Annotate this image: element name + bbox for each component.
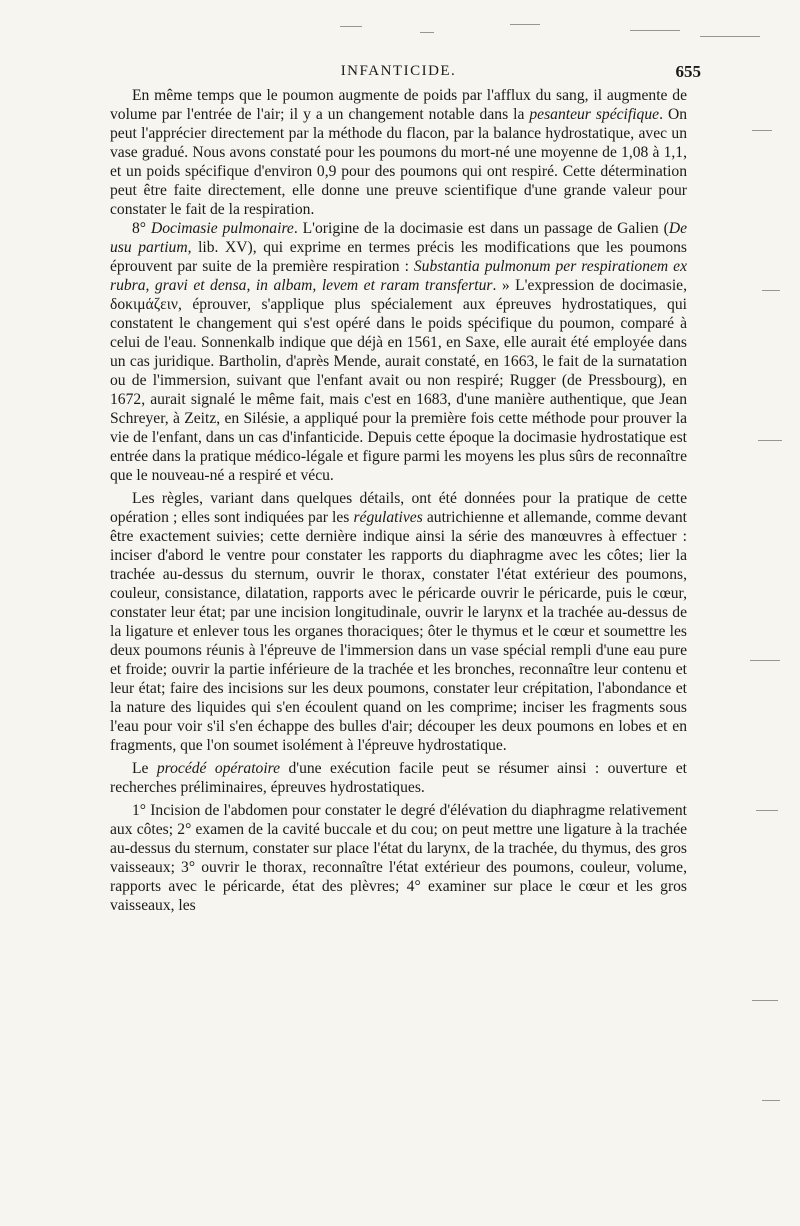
paragraph — [110, 489, 687, 755]
page-number: 655 — [675, 62, 701, 81]
paragraph — [110, 219, 687, 485]
text-segment: . » L'expression de docimasie, δοκιμάζειν, éprouver, s'applique plus spécialement aux épreuves hydrostatiques, qui constatent le changement qui s'est opéré dans le poids spécifique du poumon, comparé à celui de l'eau. Sonnenkalb indique que déjà en 1561, en Saxe, elle aurait été employée dans un cas juridique. Bartholin, d'après Mende, aurait constaté, en 1663, le fait de la surnatation ou de l'immersion, suivant que l'enfant avait ou non respiré; Rugger (de Pressbourg), en 1672, aurait signalé le même fait, mais c'est en 1683, d'une manière authentique, que Jean Schreyer, à Zeitz, en Silésie, a appliqué pour la première fois cette méthode pour prouver la vie de l'enfant, dans un cas d'infanticide. Depuis cette époque la docimasie hydrostatique est entrée dans la pratique médico-légale et figure parmi les moyens les plus sûrs de reconnaître que le nouveau-né a respiré et vécu. — [110, 277, 687, 484]
text-segment: d'une exécution facile peut se résumer ainsi : ouverture et recherches préliminaires, épreuves hydrostatiques. — [110, 760, 687, 796]
italic-text-segment: Docimasie pulmonaire — [150, 220, 294, 237]
text-segment: autrichienne et allemande, comme devant être exactement suivies; cette dernière indique ainsi la série des manœuvres à effectuer : inciser d'abord le ventre pour constater les rapports du diaphragme avec les côtes; lier la trachée au-dessus du sternum, ouvrir le thorax, constater l'état extérieur des poumons, couleur, consistance, dilatation, rapports avec le péricarde ouvrir le péricarde, puis le cœur, constater leur état; par une incision longitudinale, ouvrir le larynx et la trachée au-dessus de la ligature et enlever tous les organes thoraciques; ôter le thymus et le cœur et soumettre les deux poumons réunis à l'épreuve de l'immersion dans un vase spécial rempli d'une eau pure et froide; ouvrir la partie inférieure de la trachée et les bronches, reconnaître leur contenu et leur état; faire des incisions sur les deux poumons, constater leur crépitation, l'abondance et la nature des liquides qui s'en écoulent quand on les comprime; inciser les fragments sous l'eau pour voir s'il s'en échappe des bulles d'air; découper les deux poumons en lobes et en fragments, que l'on soumet isolément à l'épreuve hydrostatique. — [110, 509, 687, 754]
text-segment: 1° Incision de l'abdomen pour constater le degré d'élévation du diaphragme relativement aux côtes; 2° examen de la cavité buccale et du cou; on peut mettre une ligature à la trachée au-dessus du sternum, constater sur place l'état du larynx, de la trachée, du thymus, des gros vaisseaux; 3° ouvrir le thorax, reconnaître l'état extérieur des poumons, couleur, volume, rapports avec le péricarde, état des plèvres; 4° examiner sur place le cœur et les gros vaisseaux, les — [110, 802, 687, 914]
italic-text-segment: pesanteur spécifique — [529, 106, 660, 123]
page-header — [110, 58, 701, 84]
scan-noise-right — [722, 20, 792, 1200]
paragraph — [110, 759, 687, 797]
paragraph — [110, 801, 687, 915]
document-page — [110, 58, 701, 915]
paragraph — [110, 86, 687, 219]
italic-text-segment: Substantia pulmonum per respirationem ex rubra, gravi et densa, in albam, levem et raram transfertur — [110, 258, 687, 294]
text-segment: . On peut l'apprécier directement par la méthode du flacon, par la balance hydrostatique, avec un vase gradué. Nous avons constaté pour les poumons du mort-né une moyenne de 1,08 à 1,1, et un poids spécifique d'environ 0,9 pour des poumons qui ont respiré. Cette détermination peut être faite directement, elle donne une preuve scientifique d'une grande valeur pour constater le fait de la respiration. — [110, 106, 687, 218]
text-segment: En même temps que le poumon augmente de poids par l'afflux du sang, il augmente de volume par l'entrée de l'air; il y a un changement notable dans la — [110, 87, 687, 123]
italic-text-segment: procédé opératoire — [156, 760, 281, 777]
text-segment: Les règles, variant dans quelques détails, ont été données pour la pratique de cette opération ; elles sont indiquées par les — [110, 490, 687, 526]
text-segment: . L'origine de la docimasie est dans un passage de Galien ( — [293, 220, 669, 237]
italic-text-segment: régulatives — [353, 509, 423, 526]
text-segment: , lib. XV), qui exprime en termes précis les modifications que les poumons éprouvent par suite de la première respiration : — [110, 239, 687, 275]
text-segment: Le — [132, 760, 157, 777]
text-segment: 8° — [132, 220, 151, 237]
italic-text-segment: De usu partium — [110, 220, 687, 256]
running-title: INFANTICIDE. — [340, 63, 457, 79]
scan-noise-top — [300, 20, 780, 50]
